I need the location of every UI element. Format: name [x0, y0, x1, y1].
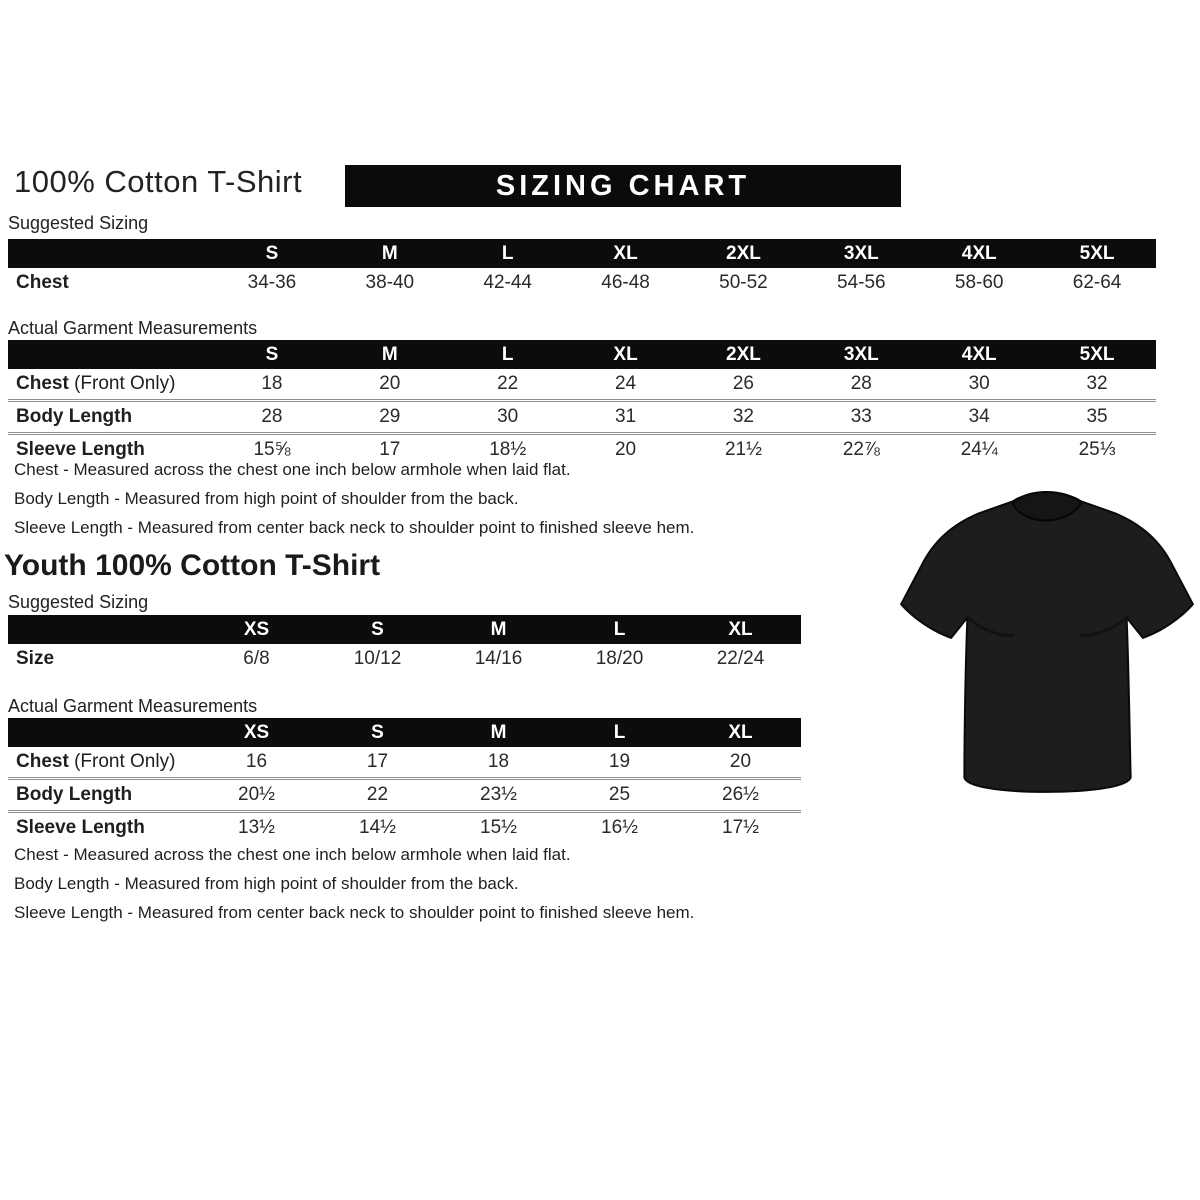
row-label: Sleeve Length	[16, 817, 145, 838]
size-col-header: M	[490, 618, 507, 640]
value-cell: 17	[379, 439, 401, 460]
value-cell: 30	[497, 406, 519, 427]
value-cell: 42-44	[483, 272, 532, 293]
value-cell: 38-40	[365, 272, 415, 293]
adult-suggested-sizing-label: Suggested Sizing	[8, 213, 149, 233]
value-cell: 50-52	[719, 272, 768, 293]
size-col-header: M	[381, 343, 398, 365]
value-cell: 32	[732, 406, 754, 427]
value-cell: 19	[608, 751, 631, 772]
size-col-header: 5XL	[1079, 242, 1115, 264]
note-body-length: Body Length - Measured from high point of shoulder from the back.	[14, 489, 519, 508]
size-col-header: S	[371, 721, 384, 743]
value-cell: 16½	[601, 817, 638, 838]
size-col-header: XS	[243, 721, 270, 743]
value-cell: 17½	[722, 817, 759, 838]
row-label-note: (Front Only)	[68, 751, 176, 772]
value-cell: 17	[366, 751, 389, 772]
row-label: Sleeve Length	[16, 439, 145, 460]
size-col-header: 4XL	[961, 242, 997, 264]
size-col-header: XS	[243, 618, 270, 640]
size-col-header: M	[381, 242, 398, 264]
youth-suggested-sizing-table	[8, 615, 801, 674]
size-col-header: 2XL	[726, 242, 761, 264]
sizing-chart-banner	[345, 165, 901, 207]
size-col-header: S	[371, 618, 384, 640]
value-cell: 22/24	[716, 648, 765, 669]
row-label-note: (Front Only)	[68, 373, 176, 394]
value-cell: 30	[968, 373, 990, 394]
page-title: 100% Cotton T-Shirt	[14, 164, 303, 199]
size-col-header: S	[265, 343, 279, 365]
note-body-length: Body Length - Measured from high point of shoulder from the back.	[14, 874, 519, 893]
sizing-chart-banner-text: SIZING CHART	[495, 169, 751, 202]
size-col-header: XL	[613, 242, 638, 264]
size-col-header: L	[613, 721, 626, 743]
adult-measurements-table	[8, 340, 1156, 465]
value-cell: 34-36	[247, 272, 297, 293]
table-row	[8, 268, 1156, 298]
value-cell: 35	[1086, 406, 1108, 427]
value-cell: 24¼	[960, 439, 998, 460]
value-cell: 26½	[722, 784, 759, 805]
value-cell: 46-48	[601, 272, 650, 293]
youth-suggested-header-row	[8, 615, 801, 644]
adult-suggested-header-row	[8, 239, 1156, 268]
value-cell: 29	[379, 406, 401, 427]
size-col-header: XL	[728, 721, 753, 743]
value-cell: 54-56	[837, 272, 886, 293]
value-cell: 22	[366, 784, 389, 805]
youth-measurement-notes	[14, 840, 694, 927]
table-row-body-length	[8, 399, 1156, 432]
value-cell: 23½	[480, 784, 517, 805]
value-cell: 20	[614, 439, 637, 460]
row-label: Size	[16, 648, 55, 669]
value-cell: 26	[732, 373, 754, 394]
row-label: Chest (Front Only)	[16, 751, 176, 772]
adult-suggested-sizing-table	[8, 239, 1156, 298]
value-cell: 20	[379, 373, 401, 394]
value-cell: 33	[850, 406, 872, 427]
value-cell: 16	[245, 751, 268, 772]
row-label: Body Length	[16, 406, 133, 427]
value-cell: 20	[729, 751, 752, 772]
note-sleeve-length: Sleeve Length - Measured from center back neck to shoulder point to finished sleeve hem.	[14, 518, 695, 537]
youth-suggested-sizing-label: Suggested Sizing	[8, 592, 149, 612]
value-cell: 18	[487, 751, 510, 772]
black-tshirt-image	[893, 480, 1199, 810]
size-col-header: L	[501, 343, 514, 365]
value-cell: 28	[261, 406, 283, 427]
youth-measurements-table	[8, 718, 801, 843]
size-col-header: XL	[728, 618, 753, 640]
size-col-header: XL	[613, 343, 638, 365]
value-cell: 31	[614, 406, 637, 427]
value-cell: 21½	[724, 439, 762, 460]
size-col-header: L	[501, 242, 514, 264]
adult-measurement-notes	[14, 455, 694, 542]
value-cell: 25⅓	[1078, 439, 1116, 460]
row-label: Chest (Front Only)	[16, 373, 176, 394]
size-col-header: L	[613, 618, 626, 640]
table-row-chest	[8, 369, 1156, 399]
value-cell: 15½	[480, 817, 517, 838]
adult-measurements-header-row	[8, 340, 1156, 369]
value-cell: 32	[1086, 373, 1108, 394]
row-label: Chest	[16, 272, 69, 293]
size-col-header: 3XL	[843, 242, 879, 264]
size-col-header: 5XL	[1079, 343, 1115, 365]
value-cell: 13½	[238, 817, 275, 838]
value-cell: 28	[850, 373, 872, 394]
youth-section-title: Youth 100% Cotton T-Shirt	[4, 549, 381, 582]
table-row-chest	[8, 747, 801, 777]
value-cell: 14/16	[474, 648, 523, 669]
table-row-body-length	[8, 777, 801, 810]
adult-measurements-label: Actual Garment Measurements	[8, 318, 258, 338]
note-sleeve-length: Sleeve Length - Measured from center back neck to shoulder point to finished sleeve hem.	[14, 903, 695, 922]
youth-measurements-header-row	[8, 718, 801, 747]
value-cell: 58-60	[954, 272, 1004, 293]
value-cell: 22	[497, 373, 519, 394]
value-cell: 34	[968, 406, 990, 427]
value-cell: 18	[261, 373, 283, 394]
value-cell: 18½	[489, 439, 527, 460]
note-chest: Chest - Measured across the chest one inch below armhole when laid flat.	[14, 845, 571, 864]
value-cell: 18/20	[595, 648, 644, 669]
value-cell: 25	[608, 784, 631, 805]
table-row-size	[8, 644, 801, 674]
size-col-header: 4XL	[961, 343, 997, 365]
note-chest: Chest - Measured across the chest one inch below armhole when laid flat.	[14, 460, 571, 479]
size-col-header: M	[490, 721, 507, 743]
value-cell: 22⅞	[842, 439, 880, 460]
size-col-header: S	[265, 242, 279, 264]
size-col-header: 2XL	[726, 343, 761, 365]
value-cell: 20½	[238, 784, 275, 805]
value-cell: 6/8	[243, 648, 270, 669]
youth-measurements-label: Actual Garment Measurements	[8, 696, 258, 716]
row-label: Body Length	[16, 784, 133, 805]
value-cell: 62-64	[1072, 272, 1122, 293]
value-cell: 10/12	[353, 648, 402, 669]
value-cell: 14½	[359, 817, 396, 838]
value-cell: 15⅝	[253, 439, 291, 460]
table-row-sleeve-length	[8, 810, 801, 843]
value-cell: 24	[614, 373, 637, 394]
size-col-header: 3XL	[843, 343, 879, 365]
